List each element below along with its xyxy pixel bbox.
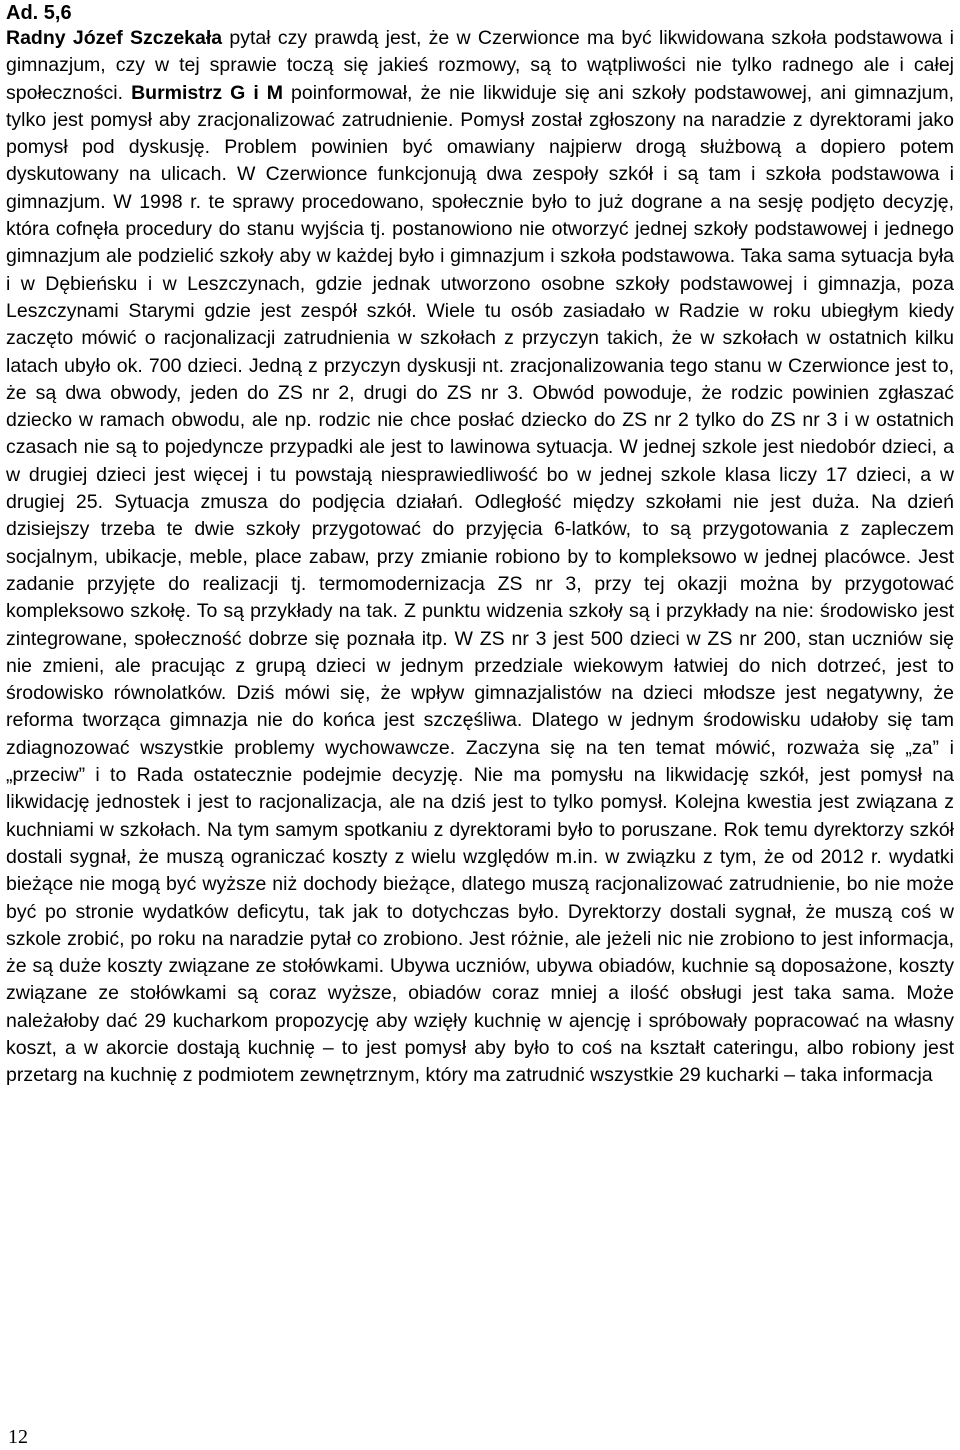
speaker-name-radny: Radny Józef Szczekała: [6, 27, 223, 49]
page-number: 12: [8, 1426, 28, 1448]
section-heading: Ad. 5,6: [6, 2, 72, 24]
paragraph-text-1: pytał czy prawdą jest, że w Czerwionce ma być likwidowana szkoła podstawowa i gimnazjum, czy w tej sprawie toczą się jakieś rozmowy, są to wątpliwości nie tylko radnego ale i całej społeczności.: [6, 27, 954, 104]
document-page: [6, 0, 954, 1090]
speaker-name-burmistrz: Burmistrz G i M: [131, 81, 284, 104]
paragraph-text-2: poinformował, że nie likwiduje się ani szkoły podstawowej, ani gimnazjum, tylko jest pomysł aby zracjonalizować zatrudnienie. Pomysł został zgłoszony na naradzie z dyrektorami jako pomysł pod dyskusję. Problem powinien być omawiany najpierw drogą służbową a dopiero potem dyskutowany na ulicach. W Czerwionce funkcjonują dwa zespoły szkół i są tam i szkoła podstawowa i gimnazjum. W 1998 r. te sprawy procedowano, społecznie było to już dograne a na sesję podjęto decyzję, która cofnęła procedury do stanu wyjścia tj. postanowiono nie otworzyć jednej szkoły podstawowej i jednego gimnazjum ale podzielić szkoły aby w każdej było i gimnazjum i szkoła podstawowa. Taka sama sytuacja była i w Dębieńsku i w Leszczynach, gdzie jednak utworzono osobne szkoły podstawowej i gimnazja, poza Leszczynami Starymi gdzie jest zespół szkół. Wiele tu osób zasiadało w Radzie w roku ubiegłym kiedy zaczęto mówić o racjonalizacji zatrudnienia w szkołach z przyczyn takich, że w szkołach w ostatnich kilku latach ubyło ok. 700 dzieci. Jedną z przyczyn dyskusji nt. zracjonalizowania tego stanu w Czerwionce jest to, że są dwa obwody, jeden do ZS nr 2, drugi do ZS nr 3. Obwód powoduje, że rodzic powinien zgłaszać dziecko w ramach obwodu, ale np. rodzic nie chce posłać dziecko do ZS nr 2 tylko do ZS nr 3 i w ostatnich czasach nie są to pojedyncze przypadki ale jest to lawinowa sytuacja. W jednej szkole jest niedobór dzieci, a w drugiej dzieci jest więcej i tu powstają niesprawiedliwość bo w jednej szkole klasa liczy 17 dzieci, a w drugiej 25. Sytuacja zmusza do podjęcia działań. Odległość między szkołami nie jest duża. Na dzień dzisiejszy trzeba te dwie szkoły przygotować do przyjęcia 6-latków, to są przygotowania z zapleczem socjalnym, ubikacje, meble, place zabaw, przy zmianie robiono by to kompleksowo w jednej placówce. Jest zadanie przyjęte do realizacji tj. termomodernizacja ZS nr 3, przy tej okazji można by przygotować kompleksowo szkołę. To są przykłady na tak. Z punktu widzenia szkoły są i przykłady na nie: środowisko jest zintegrowane, społeczność dobrze się poznała itp. W ZS nr 3 jest 500 dzieci w ZS nr 200, stan uczniów się nie zmieni, ale pracując z grupą dzieci w jednym przedziale wiekowym łatwiej do nich dotrzeć, jest to środowisko równolatków. Dziś mówi się, że wpływ gimnazjalistów na dzieci młodsze jest negatywny, że reforma tworząca gimnazja nie do końca jest szczęśliwa. Dlatego w jednym środowisku udałoby się tam zdiagnozować wszystkie problemy wychowawcze. Zaczyna się na ten temat mówić, rozważa się „za” i „przeciw” i to Rada ostatecznie podejmie decyzję. Nie ma pomysłu na likwidację szkół, jest pomysł na likwidację jednostek i jest to racjonalizacja, ale na dziś jest to tylko pomysł. Kolejna kwestia jest związana z kuchniami w szkołach. Na tym samym spotkaniu z dyrektorami było to poruszane. Rok temu dyrektorzy szkół dostali sygnał, że muszą ograniczać koszty z wielu względów m.in. w związku z tym, że od 2012 r. wydatki bieżące nie mogą być wyższe niż dochody bieżące, dlatego muszą racjonalizować zatrudnienie, bo nie może być po stronie wydatków deficytu, tak jak to dotychczas było. Dyrektorzy dostali sygnał, że muszą coś w szkole zrobić, po roku na naradzie pytał co zrobiono. Jest różnie, ale jeżeli nic nie zrobiono to jest informacja, że są duże koszty związane ze stołówkami. Ubywa uczniów, ubywa obiadów, kuchnie są doposażone, koszty związane ze stołówkami są coraz wyższe, obiadów coraz mniej a ilość obsługi jest taka sama. Może należałoby dać 29 kucharkom propozycję aby wzięły kuchnię w ajencję i spróbowały popracować na własny koszt, a w akorcie dostają kuchnię – to jest pomysł aby było to coś na kształt cateringu, albo robiony jest przetarg na kuchnię z podmiotem zewnętrznym, który ma zatrudnić wszystkie 29 kucharki – taka informacja: [6, 81, 954, 1087]
body-paragraph: [6, 25, 954, 1090]
